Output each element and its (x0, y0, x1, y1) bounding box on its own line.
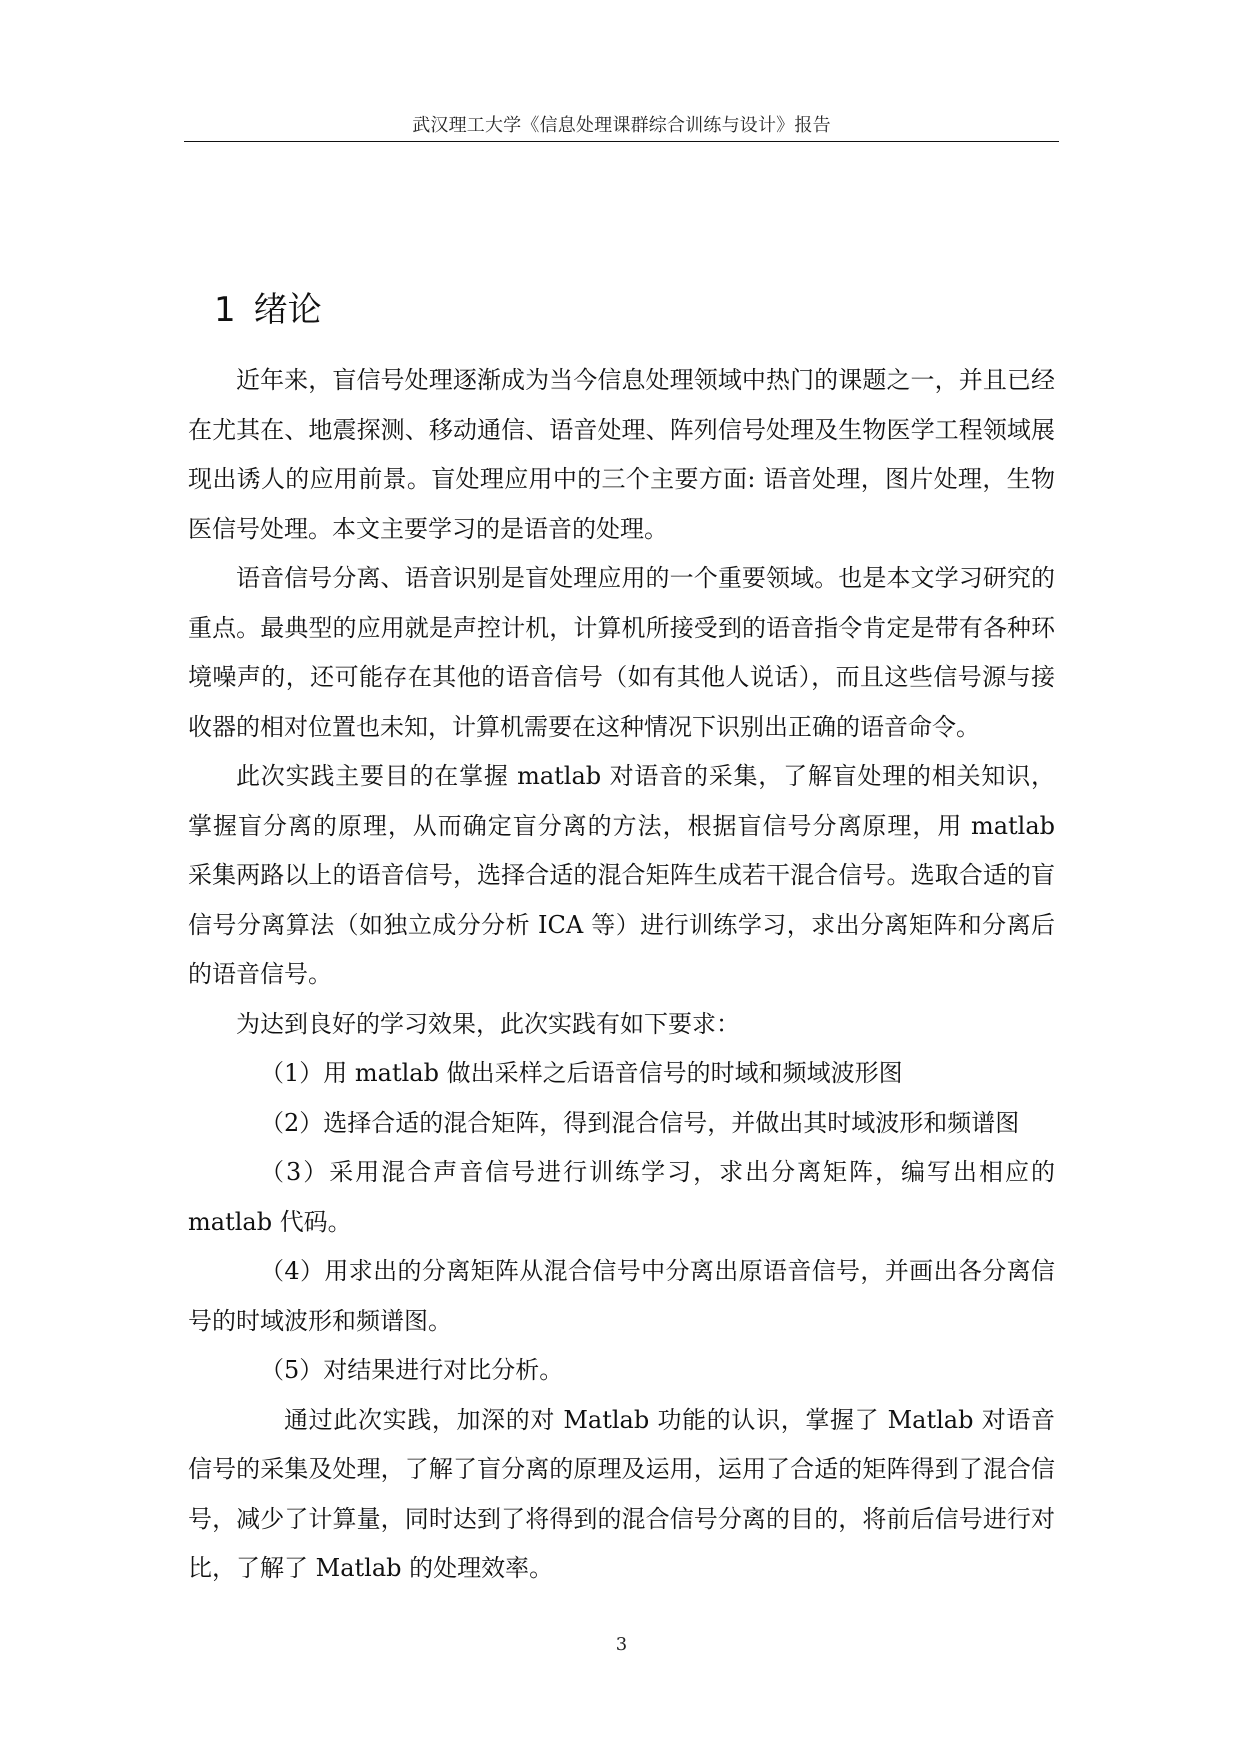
paragraph-objectives: 此次实践主要目的在掌握 matlab 对语音的采集，了解盲处理的相关知识，掌握盲分离的原理，从而确定盲分离的方法，根据盲信号分离原理，用 matlab 采集两路以上的语音信号，选择合适的混合矩阵生成若干混合信号。选取合适的盲信号分离算法（如独立成分分析 ICA 等）进行训练学习，求出分离矩阵和分离后的语音信号。 (188, 762, 1055, 988)
body-text (188, 356, 1055, 1594)
requirement-item-5: （5）对结果进行对比分析。 (260, 1356, 564, 1384)
page-number: 3 (615, 1634, 628, 1655)
paragraph-speech-separation: 语音信号分离、语音识别是盲处理应用的一个重要领域。也是本文学习研究的重点。最典型的应用就是声控计机，计算机所接受到的语音指令肯定是带有各种环境噪声的，还可能存在其他的语音信号（如有其他人说话），而且这些信号源与接收器的相对位置也未知，计算机需要在这种情况下识别出正确的语音命令。 (188, 564, 1055, 741)
header-rule (184, 141, 1059, 142)
chapter-heading (214, 288, 322, 332)
paragraph-intro: 近年来，盲信号处理逐渐成为当今信息处理领域中热门的课题之一，并且已经在尤其在、地震探测、移动通信、语音处理、阵列信号处理及生物医学工程领域展现出诱人的应用前景。盲处理应用中的三个主要方面: 语音处理，图片处理，生物医信号处理。本文主要学习的是语音的处理。 (188, 366, 1055, 543)
requirement-item-2: （2）选择合适的混合矩阵，得到混合信号，并做出其时域波形和频谱图 (260, 1108, 1020, 1137)
requirement-item-4: （4）用求出的分离矩阵从混合信号中分离出原语音信号，并画出各分离信号的时域波形和频谱图。 (188, 1257, 1055, 1335)
running-header: 武汉理工大学《信息处理课群综合训练与设计》报告 (412, 115, 831, 136)
requirement-item-1: （1）用 matlab 做出采样之后语音信号的时域和频域波形图 (260, 1059, 903, 1087)
paragraph-conclusion: 通过此次实践，加深的对 Matlab 功能的认识，掌握了 Matlab 对语音信号的采集及处理，了解了盲分离的原理及运用，运用了合适的矩阵得到了混合信号，减少了计算量，同时达到了将得到的混合信号分离的目的，将前后信号进行对比，了解了 Matlab 的处理效率。 (188, 1405, 1055, 1582)
requirement-item-3: （3）采用混合声音信号进行训练学习，求出分离矩阵，编写出相应的 matlab 代码。 (188, 1158, 1055, 1236)
paragraph-requirements-intro: 为达到良好的学习效果，此次实践有如下要求： (236, 1009, 740, 1038)
chapter-title: 绪论 (253, 290, 322, 330)
chapter-number: 1 (214, 290, 236, 330)
